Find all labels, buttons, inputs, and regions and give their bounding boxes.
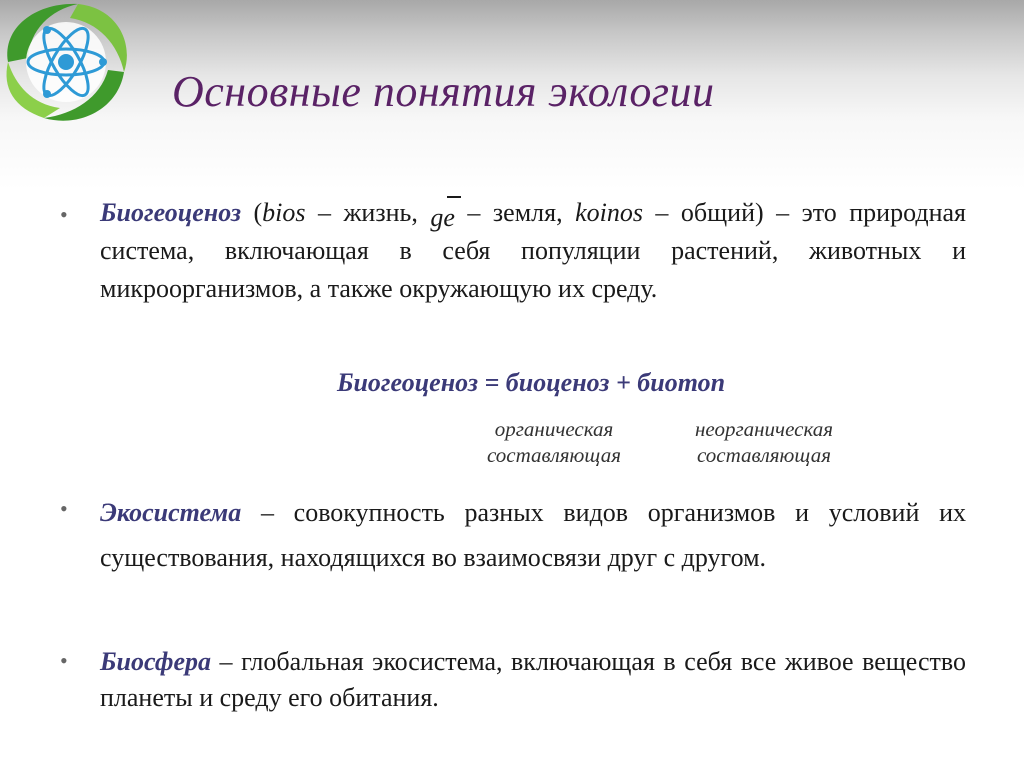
inorganic-note-line1: неорганическая: [694, 417, 834, 441]
gloss-bios: – жизнь,: [305, 198, 431, 227]
word-bios: bios: [262, 198, 306, 227]
gloss-koinos-and-definition: – общий) – это природная система, включающая в себя популяции растений, животных и микроорганизмов, а также окружающую их среду.: [100, 198, 966, 303]
term-biogeocenosis: Биогеоценоз: [100, 198, 242, 227]
organic-note-line2: составляющая: [486, 443, 622, 467]
inorganic-note-line2: составляющая: [696, 443, 832, 467]
atom-leaf-icon: [0, 0, 135, 128]
formula-biogeocenosis: Биогеоценоз = биоценоз + биотоп: [336, 368, 726, 397]
inorganic-component-note: [666, 416, 862, 468]
bullet-icon: •: [60, 648, 68, 673]
term-biosphere: Биосфера: [100, 647, 212, 676]
term-ecosystem: Экосистема: [100, 498, 242, 527]
biosphere-definition: [100, 644, 966, 716]
ecosystem-definition: [100, 490, 966, 580]
organic-component-note: [470, 416, 638, 468]
organic-note-line1: органическая: [494, 417, 614, 441]
biosphere-text: – глобальная экосистема, включающая в себя все живое вещество планеты и среду его обитания.: [100, 647, 966, 712]
paren-open: (: [241, 198, 263, 227]
word-ge: ge: [430, 199, 455, 237]
ecosystem-text: – совокупность разных видов организмов и условий их существования, находящихся во взаимосвязи друг с другом.: [100, 498, 966, 572]
bullet-icon: •: [60, 496, 68, 521]
word-koinos: koinos: [575, 198, 643, 227]
slide-title: Основные понятия экологии: [172, 67, 715, 116]
bullet-icon: •: [60, 202, 68, 227]
gloss-ge: – земля,: [454, 198, 576, 227]
biogeocenosis-definition: [100, 194, 966, 308]
